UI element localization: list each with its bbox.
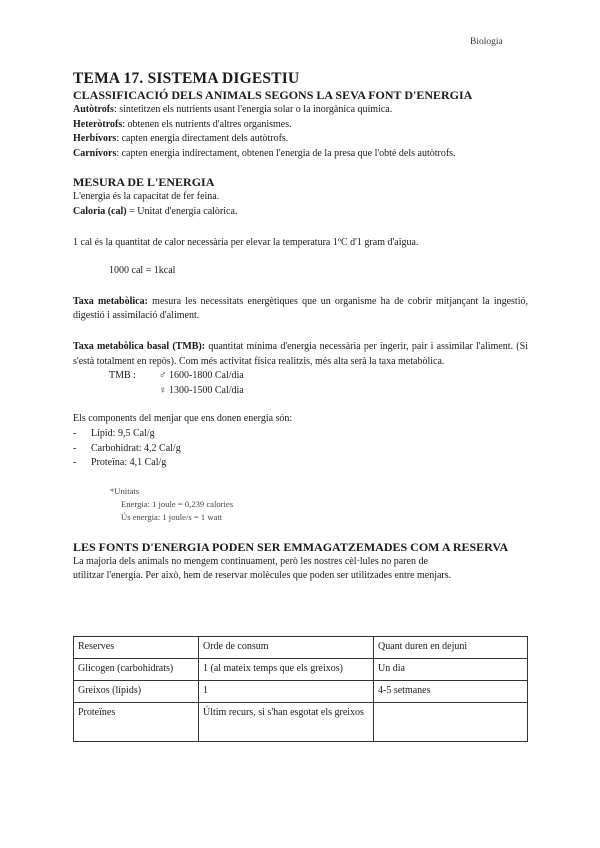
calorie-definition: Caloria (cal) = Unitat d'energia calòrica. xyxy=(73,205,238,217)
table-cell xyxy=(374,703,528,742)
tmb-female-row xyxy=(73,384,528,399)
table-cell: Un dia xyxy=(374,659,528,681)
document-body xyxy=(73,70,528,584)
table-header-cell: Reserves xyxy=(74,637,199,659)
components-intro: Els components del menjar que ens donen energia són: xyxy=(73,413,293,425)
cal-definition: 1 cal és la quantitat de calor necessària per elevar la temperatura 1ºC d'1 gram d'aigua. xyxy=(73,236,419,248)
tmb-label: TMB : xyxy=(109,370,136,382)
table-cell: Últim recurs, si s'han esgotat els greixos xyxy=(199,703,374,742)
table-cell: 4-5 setmanes xyxy=(374,681,528,703)
list-item: - Carbohidrat: 4,2 Cal/g xyxy=(73,442,181,454)
classification-item: Herbívors: capten energia directament dels autòtrofs. xyxy=(73,133,289,145)
reserves-intro-line: La majoria dels animals no mengem continuament, però les nostres cèl·lules no paren de xyxy=(73,555,428,567)
energy-definition: L'energia és la capacitat de fer feina. xyxy=(73,191,220,203)
page-title: TEMA 17. SISTEMA DIGESTIU xyxy=(73,70,300,87)
table-header-cell: Orde de consum xyxy=(199,637,374,659)
table-row xyxy=(74,703,528,742)
reserves-intro-line: utilitzar l'energia. Per això, hem de reservar molècules que poden ser utilitzades entre menjars. xyxy=(73,570,452,582)
table-cell: Glicogen (carbohidrats) xyxy=(74,659,199,681)
reserves-heading: LES FONTS D'ENERGIA PODEN SER EMMAGATZEMADES COM A RESERVA xyxy=(73,539,509,554)
units-note-line: Ús energia: 1 joule/s = 1 watt xyxy=(121,511,223,522)
units-note-title: *Unitats xyxy=(110,485,140,496)
classification-heading: CLASSIFICACIÓ DELS ANIMALS SEGONS LA SEVA FONT D'ENERGIA xyxy=(73,88,473,102)
energy-heading: MESURA DE L'ENERGIA xyxy=(73,175,215,190)
table-row xyxy=(74,681,528,703)
table-cell: 1 (al mateix temps que els greixos) xyxy=(199,659,374,681)
list-item: - Proteïna: 4,1 Cal/g xyxy=(73,457,167,469)
table-cell: Greixos (lípids) xyxy=(74,681,199,703)
classification-item: Heteròtrofs: obtenen els nutrients d'altres organismes. xyxy=(73,118,292,130)
list-item: - Lípid: 9,5 Cal/g xyxy=(73,427,155,439)
tmb-male-row xyxy=(73,369,528,384)
kcal-equivalence: 1000 cal = 1kcal xyxy=(109,265,176,277)
table-header-cell: Quant duren en dejuni xyxy=(374,637,528,659)
reserves-table xyxy=(73,636,528,742)
tmb-male: ♂ 1600-1800 Cal/dia xyxy=(159,370,244,382)
classification-item: Carnívors: capten energia indirectament, obtenen l'energia de la presa que l'obté dels autòtrofs. xyxy=(73,147,456,159)
units-note-line: Energia: 1 joule = 0,239 calories xyxy=(121,498,234,509)
metabolic-rate-definition: Taxa metabòlica: mesura les necessitats energètiques que un organisme ha de cobrir mitjançant la ingestió, digestió i assimilació d'aliment. xyxy=(73,295,528,322)
table-header-row xyxy=(74,637,528,659)
basal-rate-definition: Taxa metabòlica basal (TMB): quantitat mínima d'energia necessària per ingerir, pair i assimilar l'aliment. (Si s'està totalment en repòs). Com més activitat física realitzis, més alta serà la taxa metabòlica. xyxy=(73,340,528,367)
table-row xyxy=(74,659,528,681)
header-subject: Biologia xyxy=(470,37,503,47)
classification-item: Autòtrofs: sintetitzen els nutrients usant l'energia solar o la inorgànica química. xyxy=(73,104,393,115)
tmb-female: ♀ 1300-1500 Cal/dia xyxy=(159,384,244,396)
table-cell: Proteïnes xyxy=(74,703,199,742)
components-list xyxy=(73,427,528,471)
table-cell: 1 xyxy=(199,681,374,703)
